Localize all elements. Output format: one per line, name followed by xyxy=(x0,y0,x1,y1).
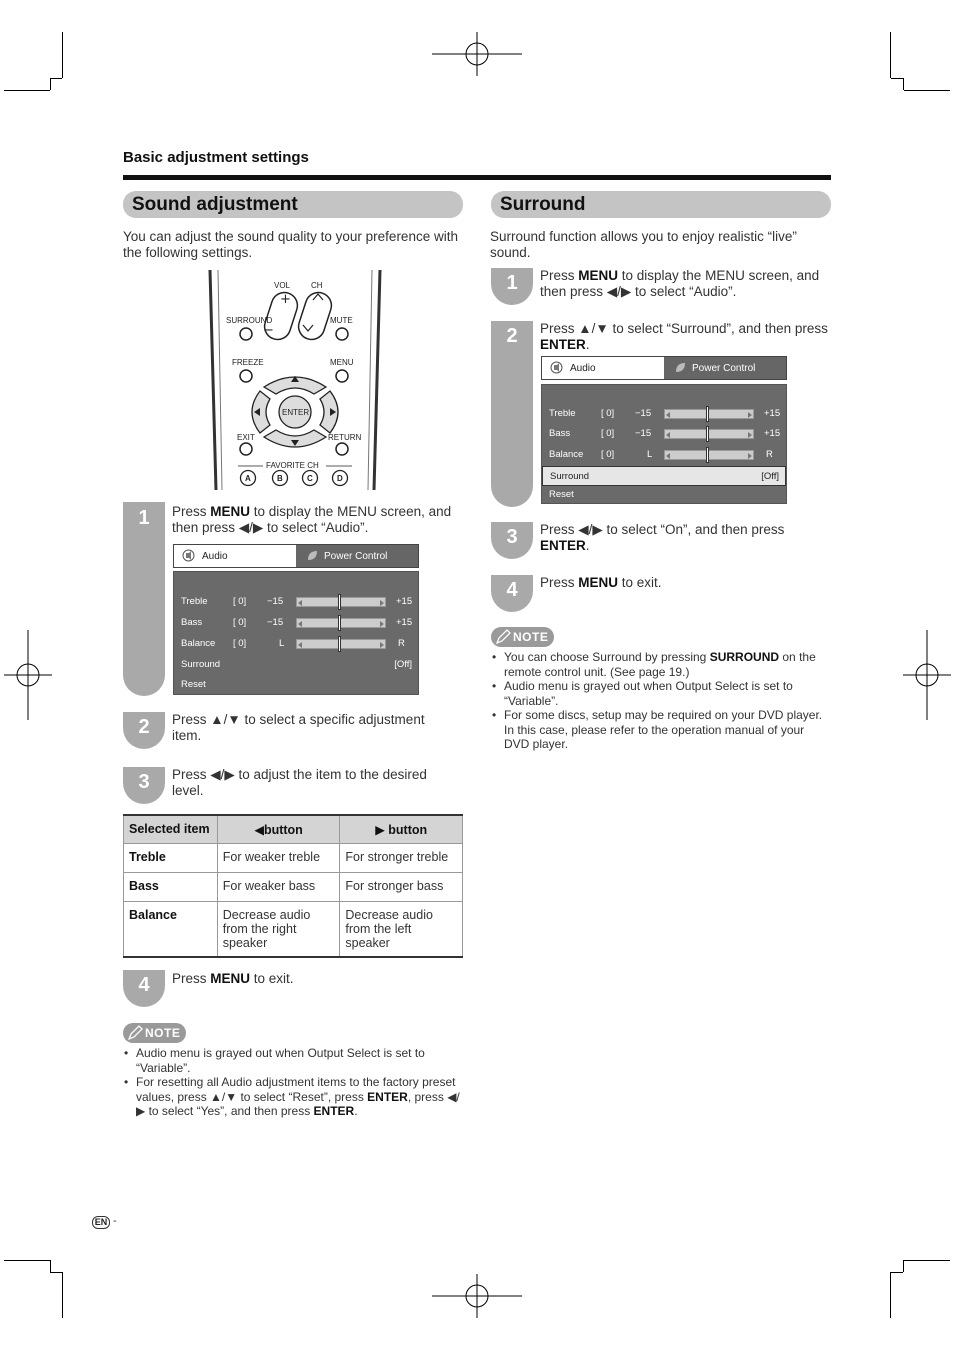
step-2-number: 2 xyxy=(138,716,150,738)
tab-audio: Audio xyxy=(174,545,296,567)
step-4-number: 4 xyxy=(138,974,150,996)
crop-mark xyxy=(50,78,62,79)
osd-row-reset: Reset xyxy=(549,489,574,500)
leaf-icon xyxy=(674,361,687,374)
pencil-icon xyxy=(127,1025,143,1041)
menu-button xyxy=(336,370,348,382)
surround-notes xyxy=(490,650,832,752)
return-label: RETURN xyxy=(328,433,362,442)
vol-minus-icon: − xyxy=(263,323,274,338)
table-row: Balance Decrease audio from the right speaker Decrease audio from the left speaker xyxy=(124,902,463,958)
osd-row-surround-selected: Surround [Off] xyxy=(542,466,786,486)
step-1-text: Press MENU to display the MENU screen, and then press ◀/▶ to select “Audio”. xyxy=(172,504,452,535)
note-item: • Audio menu is grayed out when Output Select is set to “Variable”. xyxy=(122,1046,467,1075)
svg-text:C: C xyxy=(307,474,313,483)
registration-mark xyxy=(432,1272,522,1320)
step-4-text: Press MENU to exit. xyxy=(540,575,662,590)
table-row: Treble For weaker treble For stronger treble xyxy=(124,844,463,873)
crop-mark xyxy=(62,1272,63,1318)
leaf-icon xyxy=(306,549,319,562)
note-badge: NOTE xyxy=(123,1023,186,1043)
step-3-number: 3 xyxy=(138,771,150,793)
step-4-number: 4 xyxy=(506,579,518,601)
crop-mark xyxy=(891,1272,903,1273)
pencil-icon xyxy=(495,629,511,645)
crop-mark xyxy=(62,32,63,78)
audio-icon xyxy=(182,549,195,562)
note-badge: NOTE xyxy=(491,627,554,647)
crop-mark xyxy=(50,1260,51,1272)
step-2-text: Press ▲/▼ to select “Surround”, and then press ENTER. xyxy=(540,321,828,352)
osd-row-bass: Bass [ 0] −15 +15 xyxy=(542,424,786,444)
crop-mark xyxy=(4,90,50,91)
crop-mark xyxy=(903,1260,904,1272)
mute-label: MUTE xyxy=(330,316,353,325)
step-2-text: Press ▲/▼ to select a specific adjustment item. xyxy=(172,712,425,743)
svg-text:B: B xyxy=(277,474,283,483)
page-dash: - xyxy=(113,1215,117,1227)
crop-mark xyxy=(4,1260,50,1261)
crop-mark xyxy=(903,78,904,90)
note-item: • Audio menu is grayed out when Output Select is set to “Variable”. xyxy=(490,679,832,708)
osd-row-reset: Reset xyxy=(181,679,206,690)
crop-mark xyxy=(904,90,950,91)
section-rule xyxy=(123,175,831,180)
surround-button xyxy=(240,328,252,340)
step-4-text: Press MENU to exit. xyxy=(172,971,294,986)
step-2-number: 2 xyxy=(506,325,518,347)
osd-row-balance: Balance [ 0] L R xyxy=(542,445,786,465)
tab-power-control: Power Control xyxy=(296,545,418,567)
step-3-text: Press ◀/▶ to select “On”, and then press ENTER. xyxy=(540,522,785,553)
exit-label: EXIT xyxy=(237,433,255,442)
vol-plus-icon: + xyxy=(280,292,291,307)
svg-text:D: D xyxy=(337,474,343,483)
osd-row-surround: Surround [Off] xyxy=(181,659,412,670)
section-heading: Basic adjustment settings xyxy=(123,149,309,166)
osd-row-treble: Treble [ 0] −15 +15 xyxy=(174,592,418,612)
sound-adjustment-title: Sound adjustment xyxy=(123,191,463,218)
table-header-left: ◀button xyxy=(217,815,340,844)
step-1-bar xyxy=(123,502,165,696)
table-header-item: Selected item xyxy=(124,815,218,844)
audio-menu-screen xyxy=(173,544,419,695)
registration-mark xyxy=(432,30,522,78)
osd-row-bass: Bass [ 0] −15 +15 xyxy=(174,613,418,633)
step-3-text: Press ◀/▶ to adjust the item to the desired level. xyxy=(172,767,427,798)
crop-mark xyxy=(50,78,51,90)
exit-button xyxy=(240,443,252,455)
crop-mark xyxy=(904,1260,950,1261)
language-badge: EN xyxy=(92,1216,110,1229)
step-1-number: 1 xyxy=(506,272,518,294)
tab-audio: Audio xyxy=(542,357,664,379)
crop-mark xyxy=(891,78,903,79)
table-row: Bass For weaker bass For stronger bass xyxy=(124,873,463,902)
osd-row-balance: Balance [ 0] L R xyxy=(174,634,418,654)
sound-notes xyxy=(122,1046,467,1119)
registration-mark xyxy=(903,630,951,720)
favorite-ch-label: FAVORITE CH xyxy=(266,461,319,470)
tab-power-control: Power Control xyxy=(664,357,786,379)
crop-mark xyxy=(50,1272,62,1273)
audio-icon xyxy=(550,361,563,374)
step-1-number: 1 xyxy=(138,507,150,529)
surround-intro: Surround function allows you to enjoy realistic “live” sound. xyxy=(490,229,797,260)
table-header-right: ▶ button xyxy=(340,815,463,844)
return-button xyxy=(336,443,348,455)
freeze-label: FREEZE xyxy=(232,358,264,367)
freeze-button xyxy=(240,370,252,382)
menu-label: MENU xyxy=(330,358,354,367)
surround-label: SURROUND xyxy=(226,316,273,325)
registration-mark xyxy=(4,630,52,720)
step-3-number: 3 xyxy=(506,526,518,548)
adjustment-table xyxy=(123,814,463,958)
osd-row-treble: Treble [ 0] −15 +15 xyxy=(542,404,786,424)
surround-menu-screen xyxy=(541,356,787,504)
surround-title: Surround xyxy=(491,191,831,218)
note-item: • You can choose Surround by pressing SURROUND on the remote control unit. (See page 19.) xyxy=(490,650,832,679)
note-item: • For resetting all Audio adjustment items to the factory preset values, press ▲/▼ to select “Reset”, press ENTER, press ◀/▶ to select “Yes”, and then press ENTER. xyxy=(122,1075,467,1119)
step-1-text: Press MENU to display the MENU screen, and then press ◀/▶ to select “Audio”. xyxy=(540,268,820,299)
note-item: • For some discs, setup may be required on your DVD player. In this case, please refer to the operation manual of your DVD player. xyxy=(490,708,832,752)
mute-button xyxy=(336,328,348,340)
step-2-bar xyxy=(491,321,533,507)
vol-label: VOL xyxy=(274,281,291,290)
crop-mark xyxy=(890,32,891,78)
remote-control-illustration xyxy=(208,270,382,490)
ch-label: CH xyxy=(311,281,323,290)
sound-intro: You can adjust the sound quality to your preference with the following settings. xyxy=(123,229,458,260)
enter-label: ENTER xyxy=(282,408,310,417)
svg-text:A: A xyxy=(245,474,251,483)
crop-mark xyxy=(890,1272,891,1318)
